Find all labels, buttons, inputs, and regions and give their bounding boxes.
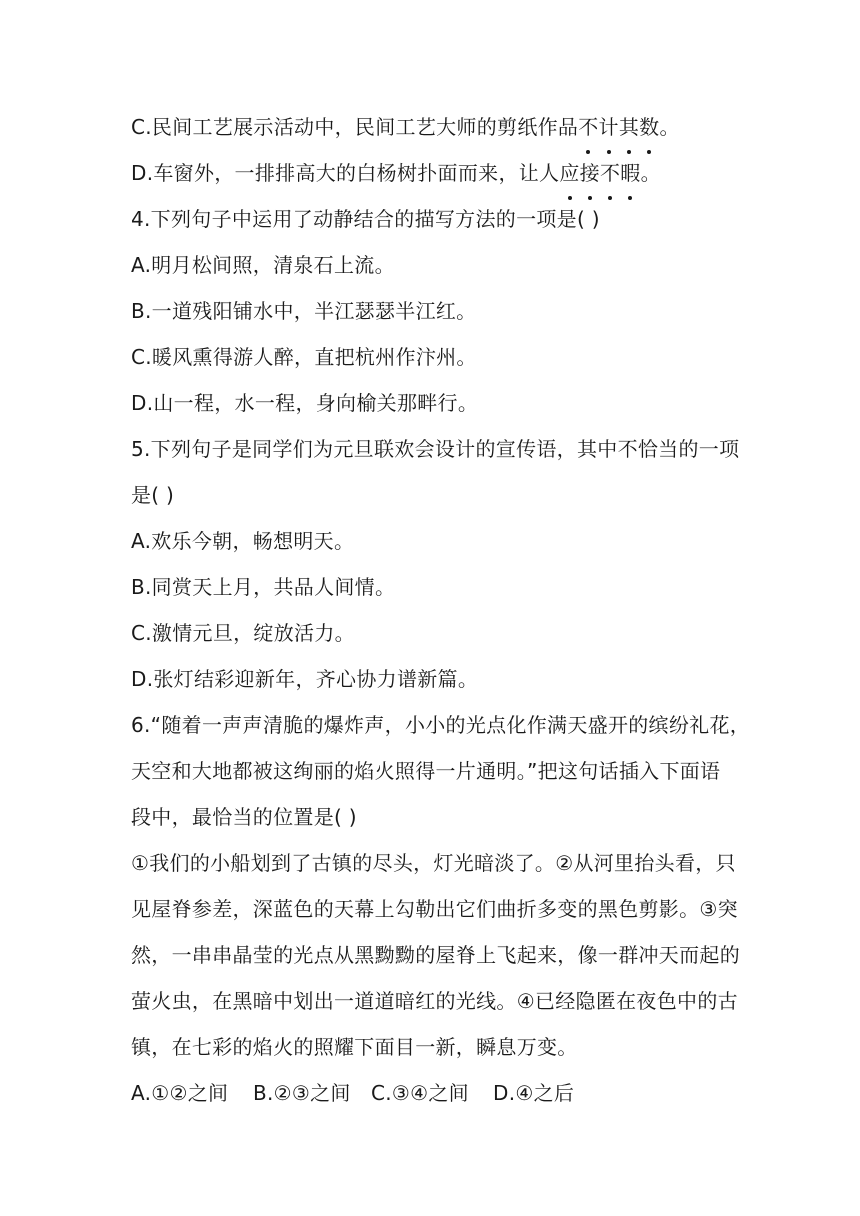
q5-option-d: D.张灯结彩迎新年，齐心协力谱新篇。: [131, 667, 479, 691]
q3-option-d-text: D.车窗外，一排排高大的白杨树扑面而来，让人: [131, 161, 560, 185]
q4-option-d: D.山一程，水一程，身向榆关那畔行。: [131, 391, 479, 415]
emphasis-char: 不: [600, 150, 620, 196]
emphasis-char: 不: [578, 104, 598, 150]
q4-option-a: A.明月松间照，清泉石上流。: [131, 253, 395, 277]
emphasis-char: 其: [619, 104, 639, 150]
q5-option-a: A.欢乐今朝，畅想明天。: [131, 529, 355, 553]
q6-passage-line5: 镇，在七彩的焰火的照耀下面目一新，瞬息万变。: [131, 1035, 578, 1059]
q5-option-c: C.激情元旦，绽放活力。: [131, 621, 355, 645]
exam-page: [131, 104, 751, 1116]
q5-option-b: B.同赏天上月，共品人间情。: [131, 575, 396, 599]
q3-option-c-text: C.民间工艺展示活动中，民间工艺大师的剪纸作品: [131, 115, 579, 139]
q6-stem-line3: 段中，最恰当的位置是( ): [131, 805, 357, 829]
q3-option-d: [131, 150, 741, 196]
q6-option-b: B.②③之间: [253, 1081, 351, 1105]
q6-options: [131, 1070, 741, 1116]
q6-stem-line1: 6.“随着一声声清脆的爆炸声，小小的光点化作满天盛开的缤纷礼花，: [131, 713, 751, 737]
q4-option-b: B.一道残阳铺水中，半江瑟瑟半江红。: [131, 299, 477, 323]
q6-passage-line1: ①我们的小船划到了古镇的尽头，灯光暗淡了。②从河里抬头看，只: [131, 851, 736, 875]
q4-option-c: C.暖风熏得游人醉，直把杭州作汴州。: [131, 345, 477, 369]
q6-passage-line3: 然，一串串晶莹的光点从黑黝黝的屋脊上飞起来，像一群冲天而起的: [131, 943, 740, 967]
punctuation: 。: [659, 115, 680, 139]
punctuation: 。: [640, 161, 661, 185]
q3-option-c: [131, 104, 741, 150]
q5-stem-line2: 是( ): [131, 483, 175, 507]
emphasis-char: 接: [580, 150, 600, 196]
q6-option-a: A.①②之间: [131, 1081, 229, 1105]
q6-stem-line2: 天空和大地都被这绚丽的焰火照得一片通明。”把这句话插入下面语: [131, 759, 721, 783]
q5-stem-line1: 5.下列句子是同学们为元旦联欢会设计的宣传语，其中不恰当的一项: [131, 437, 740, 461]
emphasis-char: 计: [599, 104, 619, 150]
q6-option-c: C.③④之间: [371, 1081, 469, 1105]
q4-stem: 4.下列句子中运用了动静结合的描写方法的一项是( ): [131, 207, 600, 231]
q6-passage-line4: 萤火虫，在黑暗中划出一道道暗红的光线。④已经隐匿在夜色中的古: [131, 989, 738, 1013]
emphasis-char: 数: [639, 104, 659, 150]
emphasis-char: 暇: [620, 150, 640, 196]
emphasis-char: 应: [559, 150, 579, 196]
q6-option-d: D.④之后: [493, 1081, 575, 1105]
q6-passage-line2: 见屋脊参差，深蓝色的天幕上勾勒出它们曲折多变的黑色剪影。③突: [131, 897, 738, 921]
